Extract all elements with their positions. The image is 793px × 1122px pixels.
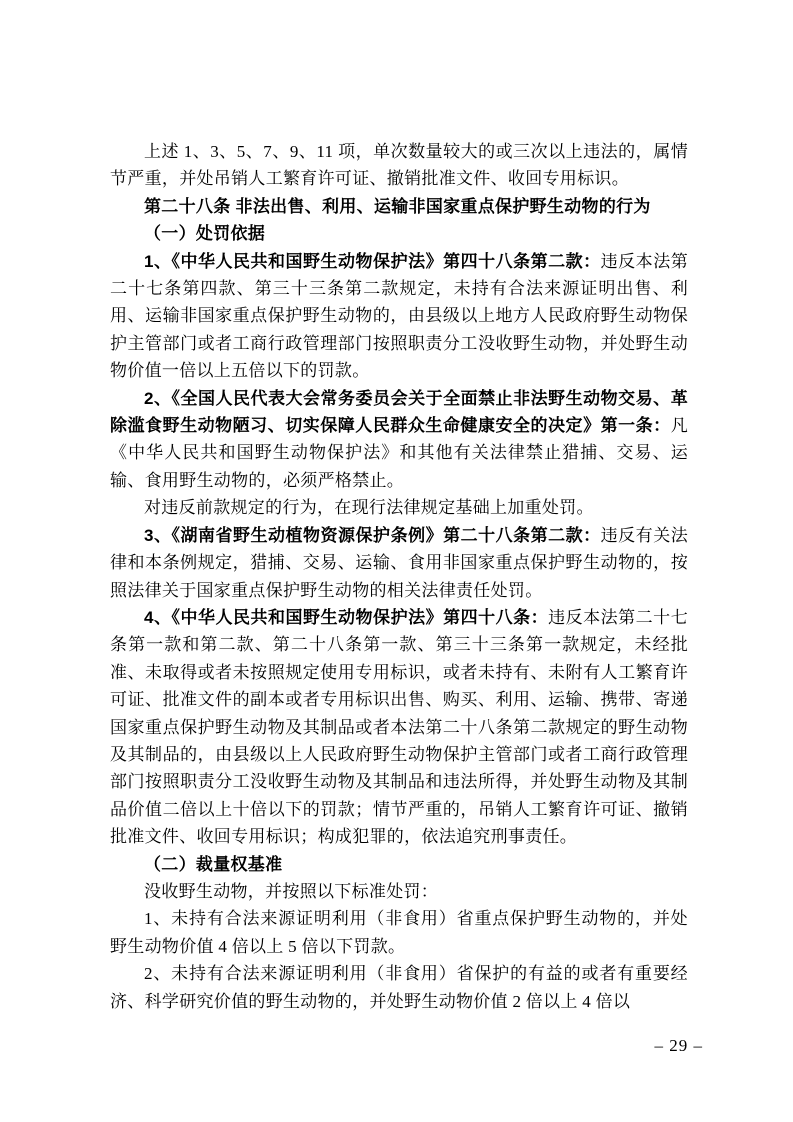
paragraph-bold-segment: 第二十八条 非法出售、利用、运输非国家重点保护野生动物的行为 bbox=[144, 196, 651, 216]
heading-discretion-benchmark bbox=[110, 851, 688, 878]
heading-penalty-basis bbox=[110, 220, 688, 247]
paragraph-text-segment: 对违反前款规定的行为，在现行法律规定基础上加重处罚。 bbox=[144, 498, 594, 518]
para-standard-1 bbox=[110, 905, 688, 960]
para-basis-item-1 bbox=[110, 248, 688, 385]
para-intro-severe bbox=[110, 138, 688, 193]
paragraph-text-segment: 上述 1、3、5、7、9、11 项，单次数量较大的或三次以上违法的，属情节严重，并处吊销人工繁育许可证、撤销批准文件、收回专用标识。 bbox=[110, 142, 688, 189]
para-standard-2 bbox=[110, 960, 688, 1015]
para-confiscation-rule bbox=[110, 878, 688, 905]
page-number-label: – 29 – bbox=[654, 1036, 703, 1055]
paragraph-bold-segment: （一）处罚依据 bbox=[144, 224, 266, 244]
paragraph-bold-segment: （二）裁量权基准 bbox=[144, 854, 283, 874]
paragraph-text-segment: 凡《中华人民共和国野生动物保护法》和其他有关法律禁止猎捕、交易、运输、食用野生动物的，必须严格禁止。 bbox=[110, 416, 688, 490]
document-body bbox=[110, 138, 688, 1015]
page-number bbox=[655, 1036, 704, 1056]
para-aggravated-punishment bbox=[110, 494, 688, 521]
paragraph-text-segment: 违反本法第二十七条第四款、第三十三条第二款规定，未持有合法来源证明出售、利用、运输非国家重点保护野生动物的，由县级以上地方人民政府野生动物保护主管部门或者工商行政管理部门按照职责分工没收野生动物，并处野生动物价值一倍以上五倍以下的罚款。 bbox=[110, 251, 689, 381]
paragraph-bold-segment: 2、《全国人民代表大会常务委员会关于全面禁止非法野生动物交易、革除滥食野生动物陋习、切实保障人民群众生命健康安全的决定》第一条： bbox=[110, 388, 688, 436]
paragraph-text-segment: 违反本法第二十七条第一款和第二款、第二十八条第一款、第三十三条第一款规定，未经批准、未取得或者未按照规定使用专用标识，或者未持有、未附有人工繁育许可证、批准文件的副本或者专用标识出售、购买、利用、运输、携带、寄递国家重点保护野生动物及其制品或者本法第二十八条第二款规定的野生动物及其制品的，由县级以上人民政府野生动物保护主管部门或者工商行政管理部门按照职责分工没收野生动物及其制品和违法所得，并处野生动物及其制品价值二倍以上十倍以下的罚款；情节严重的，吊销人工繁育许可证、撤销批准文件、收回专用标识；构成犯罪的，依法追究刑事责任。 bbox=[110, 607, 688, 847]
para-basis-item-3 bbox=[110, 522, 688, 604]
paragraph-text-segment: 2、未持有合法来源证明利用（非食用）省保护的有益的或者有重要经济、科学研究价值的野生动物的，并处野生动物价值 2 倍以上 4 倍以 bbox=[110, 964, 688, 1011]
para-basis-item-2 bbox=[110, 385, 688, 495]
para-basis-item-4 bbox=[110, 604, 688, 851]
paragraph-text-segment: 1、未持有合法来源证明利用（非食用）省重点保护野生动物的，并处野生动物价值 4 倍以上 5 倍以下罚款。 bbox=[110, 909, 688, 956]
paragraph-text-segment: 没收野生动物，并按照以下标准处罚： bbox=[144, 881, 439, 901]
paragraph-text-segment: 违反有关法律和本条例规定，猎捕、交易、运输、食用非国家重点保护野生动物的，按照法律关于国家重点保护野生动物的相关法律责任处罚。 bbox=[110, 525, 689, 600]
heading-article-28 bbox=[110, 193, 688, 220]
paragraph-bold-segment: 1、《中华人民共和国野生动物保护法》第四十八条第二款： bbox=[144, 251, 601, 271]
paragraph-bold-segment: 4、《中华人民共和国野生动物保护法》第四十八条： bbox=[144, 607, 549, 627]
paragraph-bold-segment: 3、《湖南省野生动植物资源保护条例》第二十八条第二款： bbox=[144, 525, 601, 545]
